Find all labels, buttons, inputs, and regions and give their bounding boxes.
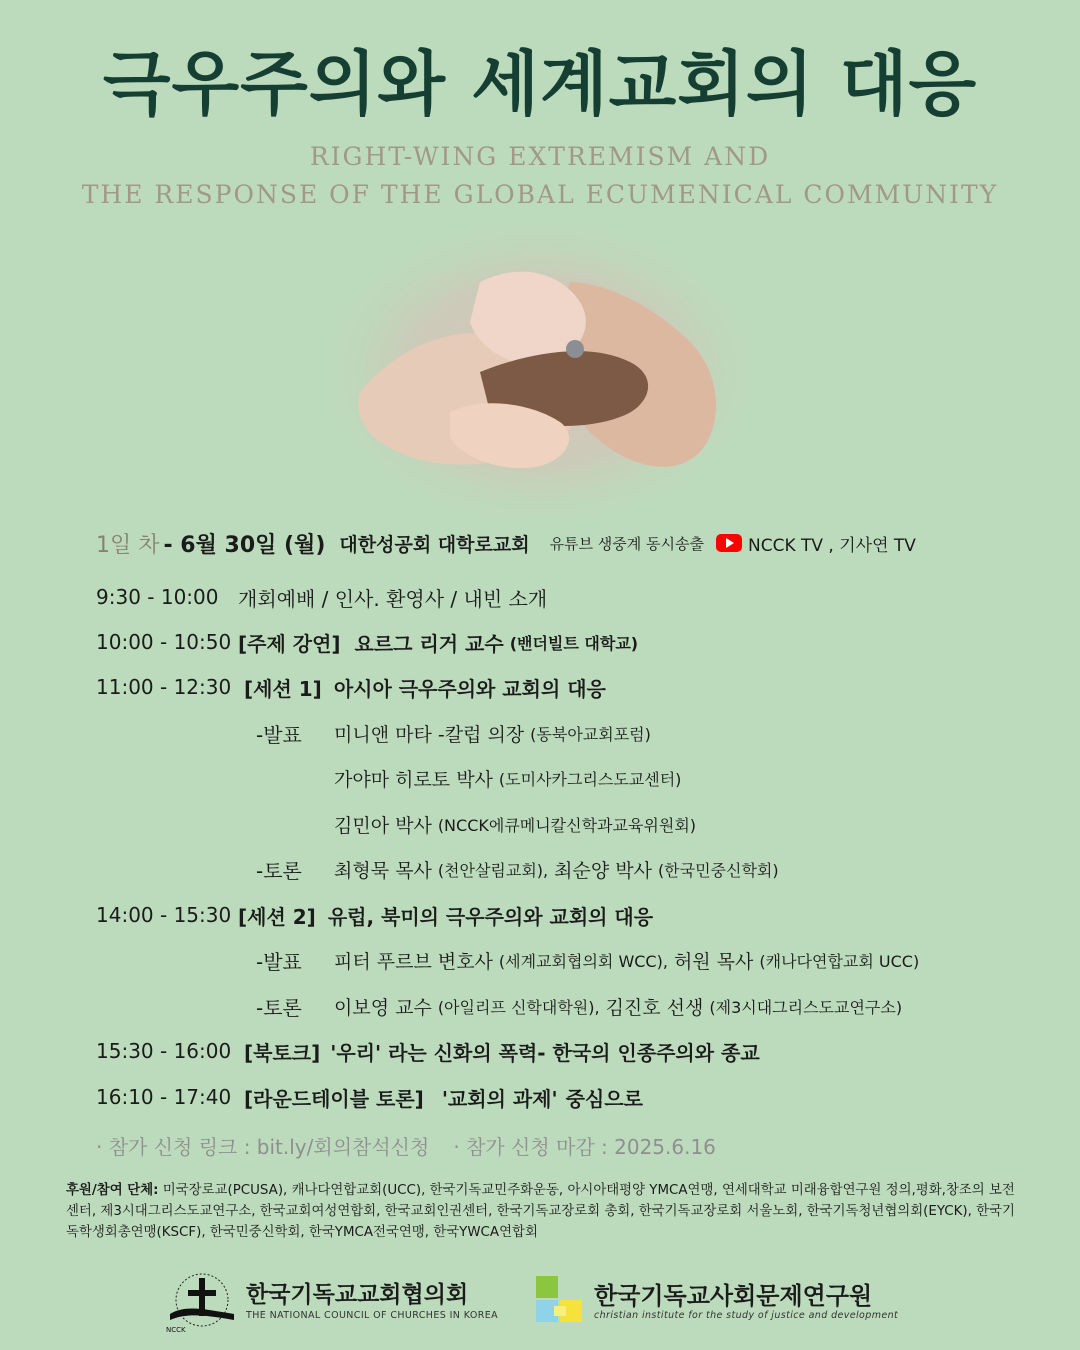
hands-photo — [330, 222, 750, 518]
speaker: 가야마 히로토 박사 — [334, 768, 493, 791]
time: 15:30 - 16:00 — [96, 1039, 232, 1063]
day-header — [96, 526, 1056, 560]
panel-row — [256, 989, 902, 1023]
session-tag: [세션 1] — [244, 676, 322, 701]
ncck-emblem-icon — [164, 1270, 240, 1334]
ncck-logo — [164, 1270, 504, 1334]
speaker: 최형묵 목사 — [334, 859, 432, 882]
affiliation: (동북아교회포럼) — [530, 724, 651, 744]
ncck-name: 한국기독교교회협의회 — [246, 1282, 469, 1308]
ci-english-name: christian institute for the study of justice and development — [594, 1310, 899, 1321]
registration-info — [96, 1128, 716, 1162]
ci-logo — [536, 1270, 899, 1334]
affiliation: (세계교회협의회 WCC), — [498, 951, 668, 971]
ncck-mark: NCCK — [166, 1326, 186, 1334]
sponsors-text: 미국장로교(PCUSA), 캐나다연합교회(UCC), 한국기독교민주화운동, 아시아태평양 YMCA연맹, 연세대학교 미래융합연구원 정의,평화,창조의 보전 센터, 제3시대그리스도교연구소, 한국교회여성연합회, 한국교회인권센터, 한국기독교장로회 총회, 한국기독교장로회 서울노회, 한국기독청년협의회(EYCK), 한국기독학생회총연맹(KSCF), 한국민중신학회, 한국YMCA전국연맹, 한국YWCA연합회 — [66, 1183, 1015, 1240]
registration-link[interactable]: · 참가 신청 링크 : bit.ly/회의참석신청 — [96, 1134, 430, 1159]
session-tag: [세션 2] — [238, 904, 316, 929]
session-tag: [주제 강연] — [238, 631, 341, 656]
speaker: 최순양 박사 — [554, 859, 652, 882]
role: -발표 — [256, 949, 302, 974]
speaker: 미니앤 마타 -칼럽 의장 — [334, 723, 525, 746]
ci-name: 한국기독교사회문제연구원 — [594, 1282, 873, 1310]
schedule-row — [96, 898, 1056, 932]
session-title-tail: 중심으로 — [565, 1086, 643, 1111]
affiliation: (캐나다연합교회 UCC) — [759, 951, 920, 971]
affiliation: (밴더빌트 대학교) — [509, 633, 639, 653]
time: 10:00 - 10:50 — [96, 630, 232, 654]
stream-channels: NCCK TV , 기사연 TV — [748, 535, 916, 556]
time: 9:30 - 10:00 — [96, 585, 219, 609]
registration-deadline: · 참가 신청 마감 : 2025.6.16 — [453, 1134, 716, 1159]
venue: 대한성공회 대학로교회 — [339, 533, 530, 556]
ci-emblem-icon — [536, 1276, 584, 1324]
speaker: 피터 푸르브 변호사 — [334, 950, 493, 973]
speaker: 이보영 교수 — [334, 996, 432, 1019]
panel-row — [256, 761, 681, 795]
session-title: 아시아 극우주의와 교회의 대응 — [333, 676, 606, 701]
panel-row — [256, 943, 919, 977]
affiliation: (아일리프 신학대학원), — [437, 997, 600, 1017]
session-title: '교회의 과제' — [441, 1086, 558, 1111]
role: -토론 — [256, 858, 302, 883]
schedule-row — [96, 1034, 1056, 1068]
affiliation: (천안살림교회), — [437, 860, 549, 880]
schedule-row — [96, 670, 1056, 704]
speaker: 요르그 리거 교수 — [354, 631, 504, 656]
affiliation: (도미사카그리스도교센터) — [498, 769, 682, 789]
english-subtitle-line-1: RIGHT-WING EXTREMISM AND — [309, 142, 771, 171]
speaker: 김민아 박사 — [334, 814, 432, 837]
stream-note: 유튜브 생중계 동시송출 — [549, 534, 704, 553]
panel-row — [256, 716, 651, 750]
affiliation: (한국민중신학회) — [657, 860, 779, 880]
role: -토론 — [256, 995, 302, 1020]
panel-row — [256, 807, 696, 841]
time: 14:00 - 15:30 — [96, 903, 232, 927]
role: -발표 — [256, 722, 302, 747]
english-subtitle-line-2: THE RESPONSE OF THE GLOBAL ECUMENICAL COMMUNITY — [81, 180, 999, 209]
time: 16:10 - 17:40 — [96, 1085, 232, 1109]
affiliation: (NCCK에큐메니칼신학과교육위원회) — [437, 815, 697, 835]
sponsors-list — [66, 1180, 1022, 1243]
schedule-row — [96, 625, 1056, 659]
sponsors-label: 후원/참여 단체: — [66, 1183, 159, 1198]
speaker: 허원 목사 — [673, 950, 754, 973]
day-label: 1일 차 — [96, 532, 160, 558]
schedule-row — [96, 1080, 1056, 1114]
schedule-row — [96, 580, 1056, 614]
session-tag: [라운드테이블 토론] — [244, 1086, 424, 1111]
panel-row — [256, 852, 779, 886]
session-title: '우리' 라는 신화의 폭력- 한국의 인종주의와 종교 — [330, 1040, 760, 1065]
time: 11:00 - 12:30 — [96, 675, 232, 699]
day-date: - 6월 30일 (월) — [163, 532, 326, 558]
session-text: 개회예배 / 인사. 환영사 / 내빈 소개 — [238, 586, 548, 611]
session-title: 유럽, 북미의 극우주의와 교회의 대응 — [327, 904, 654, 929]
youtube-icon — [716, 534, 742, 552]
page-title: 극우주의와 세계교회의 대응 — [102, 43, 978, 125]
speaker: 김진호 선생 — [605, 996, 704, 1019]
ncck-english-name: THE NATIONAL COUNCIL OF CHURCHES IN KOREA — [246, 1310, 499, 1321]
session-tag: [북토크] — [244, 1040, 321, 1065]
affiliation: (제3시대그리스도교연구소) — [709, 997, 903, 1017]
